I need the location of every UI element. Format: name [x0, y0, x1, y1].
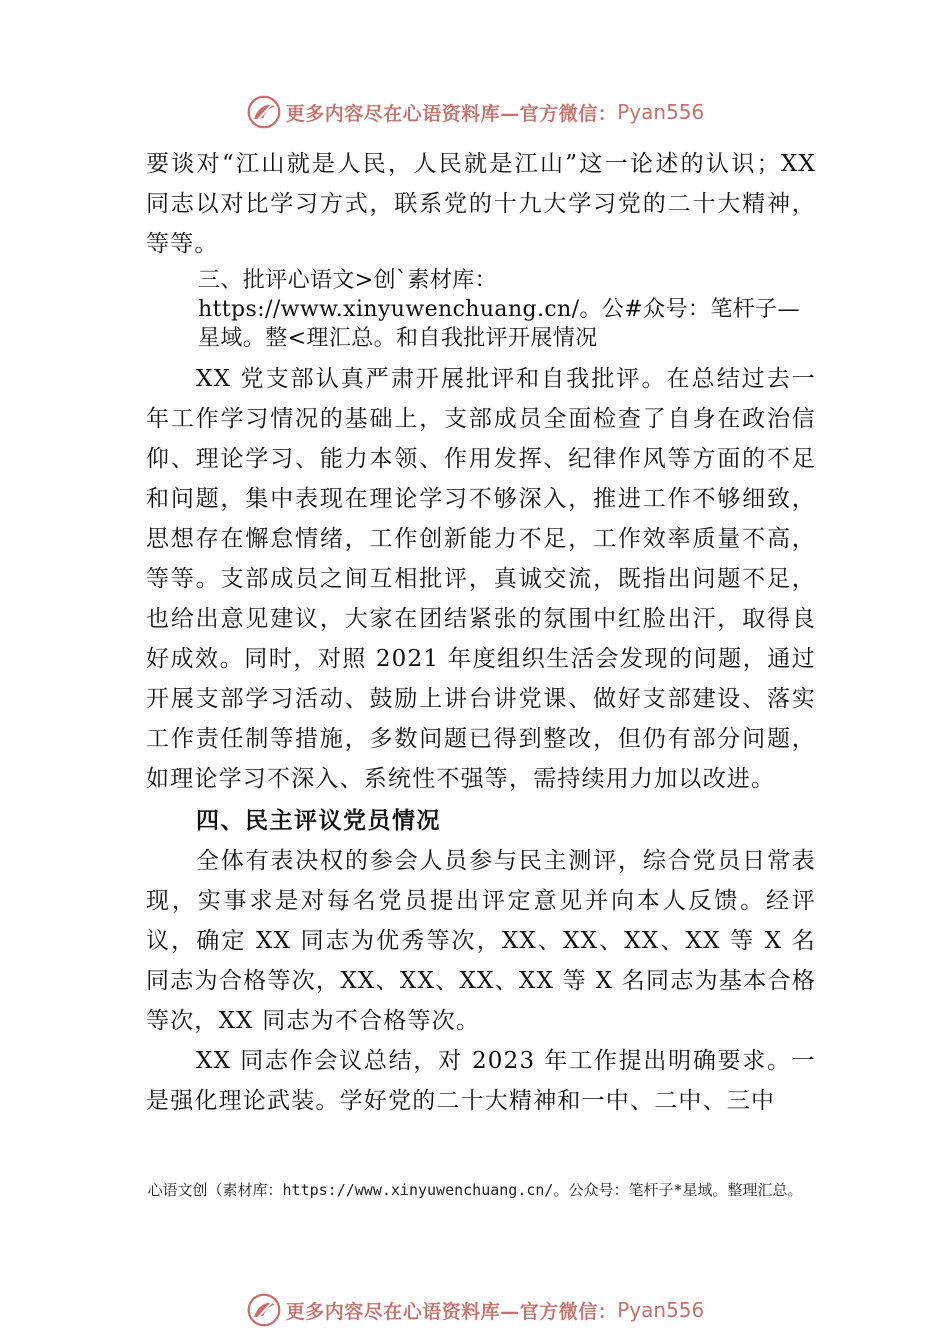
- xinyu-logo-icon: [246, 94, 282, 130]
- paragraph-4: 全体有表决权的参会人员参与民主测评，综合党员日常表现，实事求是对每名党员提出评定意见并向本人反馈。经评议，确定 XX 同志为优秀等次，XX、XX、XX、XX 等 X 名同志为合格等次，XX、XX、XX、XX 等 X 名同志为基本合格等次，XX 同志为不合格等次。: [146, 848, 816, 1034]
- banner-wechat-id: Pyan556: [617, 100, 705, 124]
- section-4-heading: 四、民主评议党员情况: [196, 808, 441, 834]
- paragraph-1: 要谈对“江山就是人民，人民就是江山”这一论述的认识；XX 同志以对比学习方式，联系党的十九大学习党的二十大精神，等等。: [146, 151, 816, 257]
- footer-banner: [0, 1290, 950, 1330]
- header-banner: [0, 92, 950, 132]
- banner-wechat-id: Pyan556: [617, 1298, 705, 1322]
- banner-text: 更多内容尽在心语资料库—官方微信：: [285, 1300, 618, 1323]
- footer-note: 心语文创（素材库：https://www.xinyuwenchuang.cn/。公众号：笔杆子*星域。整理汇总。: [147, 1181, 803, 1199]
- xinyu-logo-icon: [246, 1292, 282, 1328]
- paragraph-3: XX 党支部认真严肃开展批评和自我批评。在总结过去一年工作学习情况的基础上，支部成员全面检查了自身在政治信仰、理论学习、能力本领、作用发挥、纪律作风等方面的不足和问题，集中表现在理论学习不够深入，推进工作不够细致，思想存在懈怠情绪，工作创新能力不足，工作效率质量不高，等等。支部成员之间互相批评，真诚交流，既指出问题不足，也给出意见建议，大家在团结紧张的氛围中红脸出汗，取得良好成效。同时，对照 2021 年度组织生活会发现的问题，通过开展支部学习活动、鼓励上讲台讲党课、做好支部建设、落实工作责任制等措施，多数问题已得到整改，但仍有部分问题，如理论学习不深入、系统性不强等，需持续用力加以改进。: [146, 366, 816, 792]
- paragraph-2-section-3-title: 三、批评心语文>创`素材库：https://www.xinyuwenchuang.cn/。公#众号：笔杆子—星域。整<理汇总。和自我批评开展情况: [198, 268, 800, 351]
- document-body: [146, 144, 816, 1121]
- banner-text: 更多内容尽在心语资料库—官方微信：: [285, 102, 618, 125]
- paragraph-5: XX 同志作会议总结，对 2023 年工作提出明确要求。一是强化理论武装。学好党的二十大精神和一中、二中、三中: [146, 1048, 816, 1114]
